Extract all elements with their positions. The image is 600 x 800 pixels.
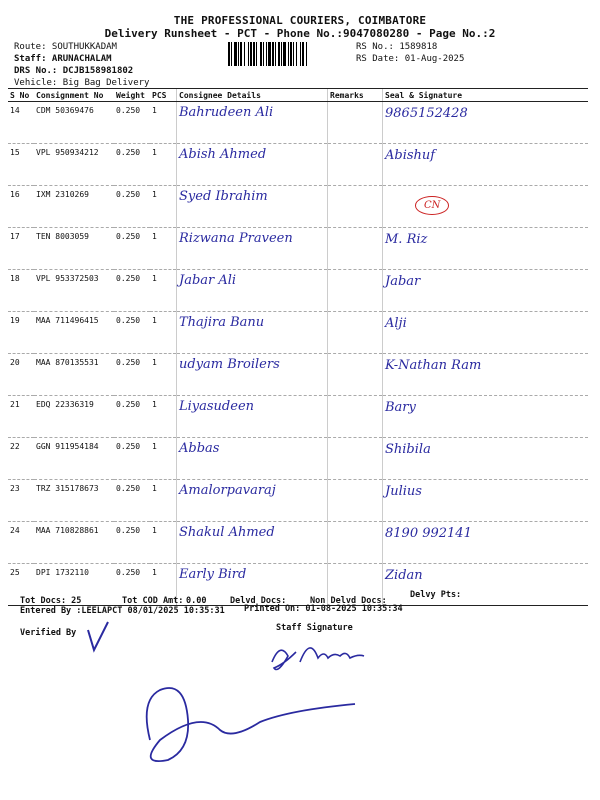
cn-stamp: CN	[415, 196, 449, 215]
row-weight: 0.250	[114, 522, 150, 564]
total-cod-value: 0.00	[186, 596, 207, 606]
row-consignee: Amalorpavaraj	[177, 480, 328, 522]
col-signature: Seal & Signature	[383, 89, 589, 102]
col-consignee: Consignee Details	[177, 89, 328, 102]
vehicle-label: Vehicle: Big Bag Delivery	[14, 78, 150, 88]
row-consignment: EDQ 22336319	[34, 396, 114, 438]
row-sno: 21	[8, 396, 34, 438]
row-consignee: Early Bird	[177, 564, 328, 606]
row-consignment: CDM 50369476	[34, 102, 114, 144]
non-delivered-docs: Non Delvd Docs:	[310, 596, 387, 606]
runsheet-subtitle: Delivery Runsheet - PCT - Phone No.:9047080280 - Page No.:2	[104, 27, 496, 40]
route-label: Route: SOUTHUKKADAM	[14, 42, 117, 52]
row-weight: 0.250	[114, 480, 150, 522]
row-signature: Shibila	[383, 438, 589, 480]
row-sno: 14	[8, 102, 34, 144]
large-ink-scribble	[147, 688, 355, 761]
row-consignment: DPI 1732110	[34, 564, 114, 606]
row-pcs: 1	[150, 396, 177, 438]
row-signature: Bary	[383, 396, 589, 438]
row-consignment: TEN 8003059	[34, 228, 114, 270]
total-cod-label: Tot COD Amt:	[122, 596, 184, 606]
row-pcs: 1	[150, 480, 177, 522]
row-consignment: VPL 953372503	[34, 270, 114, 312]
verified-by-label: Verified By	[20, 628, 77, 638]
row-signature: K-Nathan Ram	[383, 354, 589, 396]
row-signature: Julius	[383, 480, 589, 522]
row-pcs: 1	[150, 312, 177, 354]
row-sno: 24	[8, 522, 34, 564]
row-sno: 23	[8, 480, 34, 522]
entered-by: Entered By :LEELAPCT 08/01/2025 10:35:31	[20, 606, 225, 616]
row-sno: 20	[8, 354, 34, 396]
delivery-points: Delvy Pts:	[410, 590, 462, 600]
row-sno: 16	[8, 186, 34, 228]
row-consignee: udyam Broilers	[177, 354, 328, 396]
row-weight: 0.250	[114, 186, 150, 228]
col-consignment: Consignment No	[34, 89, 114, 102]
row-sno: 25	[8, 564, 34, 606]
row-consignee: Rizwana Praveen	[177, 228, 328, 270]
row-consignment: MAA 870135531	[34, 354, 114, 396]
row-pcs: 1	[150, 144, 177, 186]
row-weight: 0.250	[114, 354, 150, 396]
row-pcs: 1	[150, 438, 177, 480]
row-pcs: 1	[150, 270, 177, 312]
row-signature: 9865152428	[383, 102, 589, 144]
row-consignee: Syed Ibrahim	[177, 186, 328, 228]
row-signature: Zidan	[383, 564, 589, 606]
row-consignee: Liyasudeen	[177, 396, 328, 438]
col-sno: S No	[8, 89, 34, 102]
col-remarks: Remarks	[328, 89, 383, 102]
staff-signature	[272, 648, 364, 670]
row-weight: 0.250	[114, 564, 150, 606]
row-pcs: 1	[150, 228, 177, 270]
row-signature: M. Riz	[383, 228, 589, 270]
col-pcs: PCS	[150, 89, 177, 102]
row-consignment: MAA 710828861	[34, 522, 114, 564]
row-pcs: 1	[150, 102, 177, 144]
row-sno: 17	[8, 228, 34, 270]
staff-signature-label: Staff Signature	[276, 623, 353, 633]
row-sno: 18	[8, 270, 34, 312]
rs-number: RS No.: 1589818	[356, 42, 438, 52]
row-consignment: MAA 711496415	[34, 312, 114, 354]
verified-check-signature	[88, 622, 108, 650]
row-consignee: Abbas	[177, 438, 328, 480]
row-consignee: Bahrudeen Ali	[177, 102, 328, 144]
rs-date: RS Date: 01-Aug-2025	[356, 54, 465, 64]
row-signature: Alji	[383, 312, 589, 354]
drs-number: DRS No.: DCJB158981802	[14, 66, 134, 76]
row-weight: 0.250	[114, 396, 150, 438]
row-consignee: Shakul Ahmed	[177, 522, 328, 564]
row-weight: 0.250	[114, 228, 150, 270]
company-title: THE PROFESSIONAL COURIERS, COIMBATORE	[173, 14, 427, 27]
row-consignment: VPL 950934212	[34, 144, 114, 186]
row-consignment: IXM 2310269	[34, 186, 114, 228]
row-signature: 8190 992141	[383, 522, 589, 564]
row-weight: 0.250	[114, 144, 150, 186]
row-weight: 0.250	[114, 312, 150, 354]
row-consignee: Jabar Ali	[177, 270, 328, 312]
row-consignee: Abish Ahmed	[177, 144, 328, 186]
row-consignment: TRZ 315178673	[34, 480, 114, 522]
row-signature: Abishuf	[383, 144, 589, 186]
row-pcs: 1	[150, 354, 177, 396]
staff-label: Staff: ARUNACHALAM	[14, 54, 112, 64]
row-sno: 15	[8, 144, 34, 186]
row-consignment: GGN 911954184	[34, 438, 114, 480]
row-sno: 22	[8, 438, 34, 480]
delivered-docs: Delvd Docs:	[230, 596, 287, 606]
row-pcs: 1	[150, 564, 177, 606]
row-weight: 0.250	[114, 438, 150, 480]
row-weight: 0.250	[114, 270, 150, 312]
row-consignee: Thajira Banu	[177, 312, 328, 354]
row-sno: 19	[8, 312, 34, 354]
row-pcs: 1	[150, 522, 177, 564]
printed-on: Printed On: 01-08-2025 10:35:34	[244, 604, 403, 614]
row-weight: 0.250	[114, 102, 150, 144]
row-signature: Jabar	[383, 270, 589, 312]
total-docs: Tot Docs: 25	[20, 596, 82, 606]
row-pcs: 1	[150, 186, 177, 228]
col-weight: Weight	[114, 89, 150, 102]
